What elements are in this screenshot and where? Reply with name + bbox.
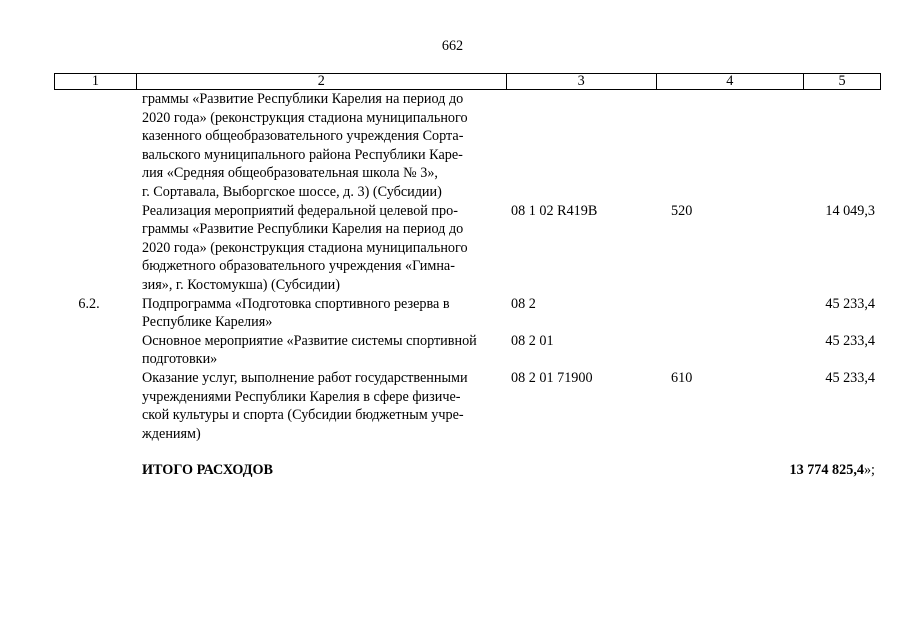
description-line: Основное мероприятие «Развитие системы спортивной (142, 332, 477, 349)
description-line: ской культуры и спорта (Субсидии бюджетным учре- (142, 407, 464, 424)
total-suffix: »; (863, 462, 875, 479)
row-description (136, 369, 507, 443)
description-line: бюджетного образовательного учреждения «Гимна- (142, 258, 455, 275)
row-amount (805, 90, 881, 202)
row-description (136, 295, 507, 332)
description-line: подготовки» (142, 351, 218, 368)
description-line: 2020 года» (реконструкция стадиона муниципального (142, 109, 468, 126)
description-line: Реализация мероприятий федеральной целевой про- (142, 202, 458, 219)
row-code: 08 2 01 71900 (511, 369, 593, 386)
row-number (54, 90, 136, 202)
description-line: ждениям) (142, 425, 201, 442)
amount-value: 45 233,4 (825, 295, 875, 312)
column-header-2: 2 (137, 74, 507, 89)
row-amount (805, 202, 881, 295)
description-line: Подпрограмма «Подготовка спортивного резерва в (142, 295, 450, 312)
table-header-row (54, 73, 881, 90)
table-row (54, 332, 881, 369)
row-number: 6.2. (78, 295, 100, 312)
row-description (136, 90, 507, 202)
total-type-cell (657, 461, 805, 480)
page-number: 662 (441, 38, 464, 54)
total-row (54, 461, 881, 480)
description-line: казенного общеобразовательного учреждения Сорта- (142, 128, 464, 145)
column-header-5: 5 (838, 73, 846, 89)
row-description (136, 202, 507, 295)
table-body (54, 90, 881, 443)
description-line: Оказание услуг, выполнение работ государственными (142, 369, 468, 386)
total-amount-cell (789, 461, 881, 480)
description-line: вальского муниципального района Республики Каре- (142, 146, 463, 163)
budget-table (54, 73, 881, 480)
row-expense-type (657, 90, 805, 202)
row-expense-type (657, 295, 805, 332)
row-expense-type (657, 332, 805, 369)
amount-value: 45 233,4 (825, 332, 875, 349)
table-row (54, 295, 881, 332)
total-num-cell (54, 461, 136, 480)
row-expense-type: 610 (671, 369, 693, 386)
row-amount (805, 369, 881, 443)
description-line: 2020 года» (реконструкция стадиона муниципального (142, 239, 468, 256)
table-row (54, 90, 881, 202)
column-header-4: 4 (657, 74, 805, 89)
description-line: г. Сортавала, Выборгское шоссе, д. 3) (Субсидии) (142, 183, 442, 200)
total-amount: 13 774 825,4 (789, 462, 864, 479)
description-line: граммы «Развитие Республики Карелия на период до (142, 221, 464, 238)
row-number (54, 202, 136, 295)
row-code: 08 1 02 R419В (511, 202, 598, 219)
description-line: лия «Средняя общеобразовательная школа № 3», (142, 165, 438, 182)
column-header-1: 1 (55, 74, 137, 89)
row-amount (805, 332, 881, 369)
row-expense-type: 520 (671, 202, 693, 219)
row-number (54, 369, 136, 443)
row-description (136, 332, 507, 369)
table-row (54, 369, 881, 443)
total-label: ИТОГО РАСХОДОВ (142, 462, 273, 479)
row-number (54, 332, 136, 369)
amount-value: 14 049,3 (825, 202, 875, 219)
column-header-3: 3 (507, 74, 657, 89)
row-code (507, 90, 657, 202)
row-amount (805, 295, 881, 332)
amount-value: 45 233,4 (825, 369, 875, 386)
row-code: 08 2 (511, 295, 536, 312)
description-line: Республике Карелия» (142, 314, 273, 331)
table-row (54, 202, 881, 295)
description-line: зия», г. Костомукша) (Субсидии) (142, 276, 340, 293)
row-code: 08 2 01 (511, 332, 554, 349)
total-code-cell (507, 461, 657, 480)
description-line: граммы «Развитие Республики Карелия на период до (142, 91, 464, 107)
description-line: учреждениями Республики Карелия в сфере физиче- (142, 388, 461, 405)
